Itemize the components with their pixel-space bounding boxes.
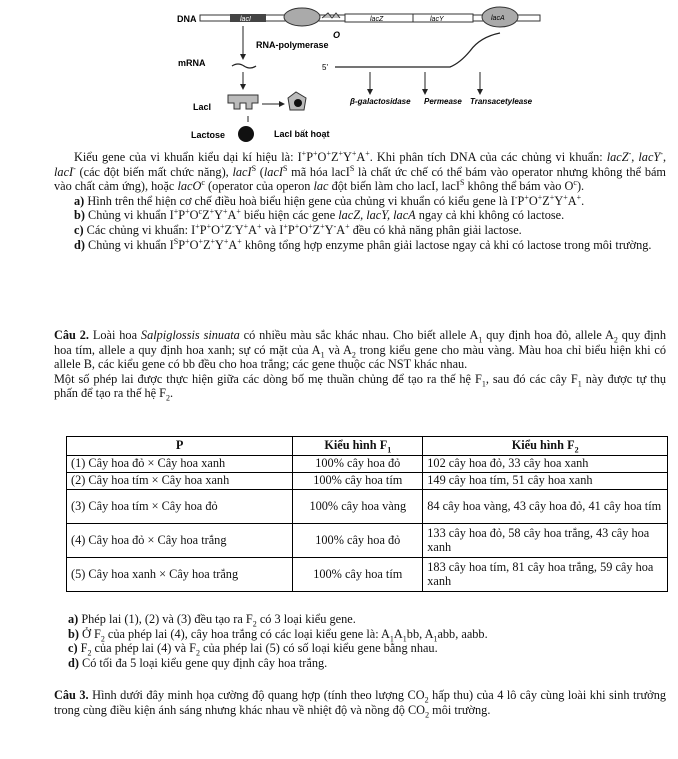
table-row bbox=[67, 473, 668, 490]
rna-polymerase-shape bbox=[284, 8, 320, 26]
cell-p: (1) Cây hoa đỏ × Cây hoa xanh bbox=[67, 456, 293, 473]
cell-f1: 100% cây hoa tím bbox=[293, 558, 423, 592]
q2-option-d: d) Có tối đa 5 loại kiểu gene quy định cây hoa trắng. bbox=[68, 655, 328, 670]
header-p: P bbox=[67, 437, 293, 456]
dna-label: DNA bbox=[177, 14, 197, 24]
cell-f2: 183 cây hoa tím, 81 cây hoa trắng, 59 cây hoa xanh bbox=[423, 558, 668, 592]
q2-option-b: b) Ở $F_2$ của phép lai (4), cây hoa trắng có các loại kiểu gene là: $A_1A_1bb$, $A_1abb$, aabb. bbox=[68, 626, 488, 644]
five-prime-label: 5' bbox=[322, 63, 328, 72]
laci-protein-shape bbox=[228, 95, 258, 109]
operon-mrna bbox=[335, 33, 500, 67]
cell-f2: 133 cây hoa đỏ, 58 cây hoa trắng, 43 cây hoa xanh bbox=[423, 524, 668, 558]
table-header-row bbox=[67, 437, 668, 456]
q2-intro-2: Một số phép lai được thực hiện giữa các dòng bố mẹ thuần chủng để tạo ra thế hệ $F_1$, sau đó các cây $F_1$ này được tự thụ phấn để tạo ra thế hệ $F_2$. bbox=[54, 371, 666, 403]
table-row bbox=[67, 558, 668, 592]
laci-gene-label: lacI bbox=[240, 16, 251, 23]
question-1 bbox=[54, 150, 666, 252]
lac-operon-diagram bbox=[0, 0, 678, 145]
lacz-gene-label: lacZ bbox=[370, 16, 384, 23]
lactose-circle bbox=[238, 126, 254, 142]
cell-f2: 149 cây hoa tím, 51 cây hoa xanh bbox=[423, 473, 668, 490]
enzyme-beta-galactosidase: β-galactosidase bbox=[350, 97, 411, 106]
enzyme-transacetylase: Transacetylease bbox=[470, 97, 533, 106]
operator-label: O bbox=[333, 30, 341, 40]
q1-option-a: a) Hình trên thể hiện cơ chế điều hoà biểu hiện gene của chủng vi khuẩn có kiểu gene là I-P+O+Z+Y+A+. bbox=[74, 192, 585, 208]
table-row bbox=[67, 490, 668, 524]
cell-p: (5) Cây hoa xanh × Cây hoa trắng bbox=[67, 558, 293, 592]
enzyme-permease: Permease bbox=[424, 97, 462, 106]
cell-f1: 100% cây hoa đỏ bbox=[293, 524, 423, 558]
cell-f1: 100% cây hoa tím bbox=[293, 473, 423, 490]
cell-f1: 100% cây hoa đỏ bbox=[293, 456, 423, 473]
question-2 bbox=[54, 328, 666, 401]
q2-intro: Câu 2. Loài hoa Salpiglossis sinuata có nhiều màu sắc khác nhau. Cho biết allele $A_1$ quy định hoa đỏ, allele $A_2$ quy định hoa tím, allele a quy định hoa xanh; sự có mặt của $A_1$ và $A_2$ trong kiểu gene cho màu vàng. Màu hoa chỉ biểu hiện khi có allele B, các kiểu gene có bb đều cho hoa trắng; các gene thuộc các NST khác nhau. bbox=[54, 328, 666, 372]
mrna-label: mRNA bbox=[178, 58, 206, 68]
cell-p: (3) Cây hoa tím × Cây hoa đỏ bbox=[67, 490, 293, 524]
q1-option-d: d) Chủng vi khuẩn $I^SP^+O^+Z^+Y^+A^+$ không tổng hợp enzyme phân giải lactose ngay cả khi có lactose trong môi trường. bbox=[74, 236, 652, 252]
table-row bbox=[67, 524, 668, 558]
q1-option-c: c) Các chủng vi khuẩn: I+P+O+Z-Y+A+ và I+P+O+Z+Y-A+ đều có khả năng phân giải lactose. bbox=[74, 221, 522, 237]
question-2-options bbox=[68, 612, 666, 670]
laci-protein-label: LacI bbox=[193, 102, 212, 112]
cell-f2: 84 cây hoa vàng, 43 cây hoa đỏ, 41 cây hoa tím bbox=[423, 490, 668, 524]
question-3 bbox=[54, 688, 666, 720]
cell-p: (2) Cây hoa tím × Cây hoa xanh bbox=[67, 473, 293, 490]
cell-f1: 100% cây hoa vàng bbox=[293, 490, 423, 524]
laci-mrna bbox=[232, 64, 256, 68]
q1-intro: Kiểu gene của vi khuẩn kiểu dại kí hiệu là: I+P+O+Z+Y+A+. Khi phân tích DNA của các chủng vi khuẩn: lacZ-, lacY-, lacI- (các đột biến mất chức năng), lacI$^S$ (lacI$^S$ mã hóa lacI$^S$ là chất ức chế có thể bám vào operator nhưng không thể bám vào chất cảm ứng), hoặc lacO$^c$ (operator của operon lac đột biến làm cho lacI, lacI$^S$ không thể bám vào $O^c$). bbox=[54, 148, 667, 194]
rna-polymerase-label: RNA-polymerase bbox=[256, 40, 329, 50]
table-row bbox=[67, 456, 668, 473]
lacy-gene-label: lacY bbox=[430, 16, 444, 23]
q1-option-b: b) Chủng vi khuẩn $I^+P^+O^cZ^+Y^+A^+$ biểu hiện các gene lacZ, lacY, lacA ngay cả khi không có lactose. bbox=[74, 207, 565, 223]
cell-f2: 102 cây hoa đỏ, 33 cây hoa xanh bbox=[423, 456, 668, 473]
header-f1: Kiểu hình $F_1$ bbox=[293, 437, 423, 456]
q2-option-c: c) $F_2$ của phép lai (4) và $F_2$ của phép lai (5) có số loại kiểu gene bằng nhau. bbox=[68, 641, 438, 658]
cross-results-table bbox=[66, 436, 668, 592]
lactose-label: Lactose bbox=[191, 130, 226, 140]
laci-inactive-label: LacI bất hoạt bbox=[274, 129, 330, 139]
cell-p: (4) Cây hoa đỏ × Cây hoa trắng bbox=[67, 524, 293, 558]
header-f2: Kiểu hình $F_2$ bbox=[423, 437, 668, 456]
laca-gene-label: lacA bbox=[491, 15, 505, 22]
q3-intro: Câu 3. Hình dưới đây minh họa cường độ quang hợp (tính theo lượng $CO_2$ hấp thu) của 4 lô cây cùng loài khi sinh trưởng trong cùng điều kiện ánh sáng nhưng khác nhau về nhiệt độ và nồng độ $CO_2$ môi trường. bbox=[54, 688, 666, 720]
q2-option-a: a) Phép lai (1), (2) và (3) đều tạo ra $F_2$ có 3 loại kiểu gene. bbox=[68, 612, 356, 629]
